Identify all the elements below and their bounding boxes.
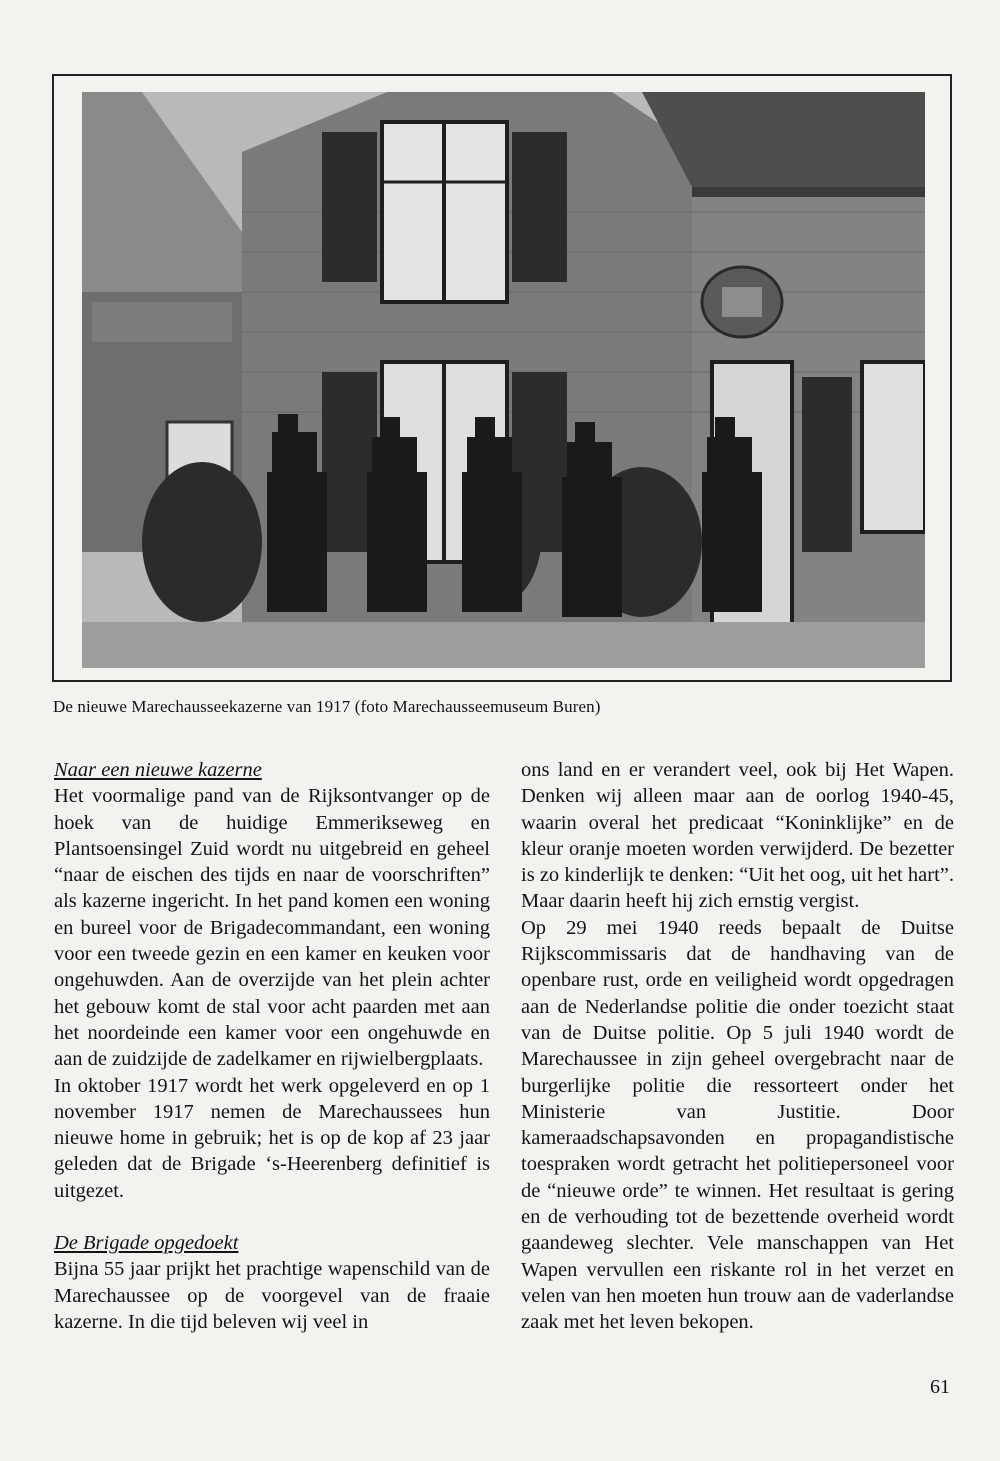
paragraph: Bijna 55 jaar prijkt het prachtige wapenschild van de Marechaussee op de voorgevel van de fraaie kazerne. In die tijd beleven wij veel in	[54, 1258, 490, 1333]
barracks-photo-illustration	[82, 92, 925, 668]
paragraph: In oktober 1917 wordt het werk opgeleverd en op 1 november 1917 nemen de Marechaussees hun nieuwe home in gebruik; het is op de kop af 23 jaar geleden dat de Brigade ‘s-Heerenberg definitief is uitgezet.	[54, 1074, 490, 1202]
paragraph: Het voormalige pand van de Rijksontvanger op de hoek van de huidige Emmerikseweg en Plantsoensingel Zuid wordt nu uitgebreid en geheel “naar de eischen des tijds en naar de voorschriften” als kazerne ingericht. In het pand komen een woning en bureel voor de Brigadecommandant, een woning voor een tweede gezin en een kamer en keuken voor ongehuwden. Aan de overzijde van het plein achter het gebouw komt de stal voor acht paarden met aan het noordeinde een kamer voor een ongehuwde en aan de zuidzijde de zadelkamer en rijwielbergplaats.	[54, 785, 490, 1071]
section-heading: Naar een nieuwe kazerne	[54, 759, 262, 781]
paragraph: Op 29 mei 1940 reeds bepaalt de Duitse Rijkscommissaris dat de handhaving van de openbare rust, orde en veiligheid wordt opgedragen aan de Nederlandse politie die onder toezicht staat van de Duitse politie. Op 5 juli 1940 wordt de Marechaussee in zijn geheel overgebracht naar de burgerlijke politie die ressorteert onder het Ministerie van Justitie. Door kameraadschapsavonden en propagandistische toespraken wordt getracht het politiepersoneel voor de “nieuwe orde” te winnen. Het resultaat is gering en de verhouding tot de bezettende overheid wordt gaandeweg slechter. Vele manschappen van Het Wapen vervullen een riskante rol in het verzet en velen van hen moeten hun trouw aan de vaderlandse zaak met het leven bekopen.	[521, 916, 954, 1334]
page-number: 61	[930, 1376, 950, 1398]
paragraph: ons land en er verandert veel, ook bij Het Wapen. Denken wij alleen maar aan de oorlog 1940-45, waarin overal het predicaat “Koninklijke” en de kleur oranje moeten worden verwijderd. De bezetter is zo kinderlijk te denken: “Uit het oog, uit het hart”. Maar daarin heeft hij zich ernstig vergist.	[521, 759, 954, 913]
figure-frame	[52, 74, 952, 682]
figure-caption: De nieuwe Marechausseekazerne van 1917 (foto Marechausseemuseum Buren)	[53, 697, 601, 716]
section-spacer	[54, 1204, 490, 1230]
right-column	[521, 757, 954, 1336]
barracks-photo	[82, 92, 925, 668]
left-column	[54, 757, 490, 1335]
section-heading: De Brigade opgedoekt	[54, 1232, 239, 1255]
